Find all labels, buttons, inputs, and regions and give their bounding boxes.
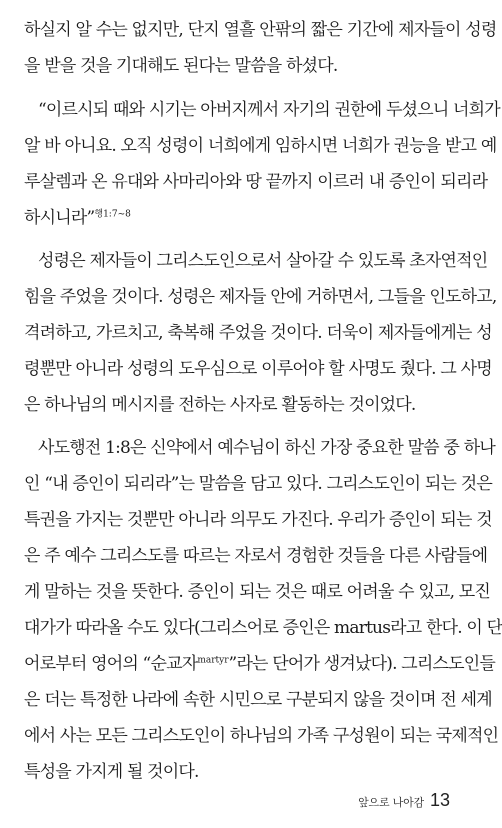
text-line: 알 바 아니요. 오직 성령이 너희에게 임하시면 너희가 권능을 받고 예 [24,136,497,156]
text-line: “이르시되 때와 시기는 아버지께서 자기의 권한에 두셨으니 너희가 [38,100,500,120]
chapter-title: 앞으로 나아감 [358,796,424,809]
page-footer [358,790,450,814]
text-line: 대가가 따라올 수도 있다(그리스어로 증인은 martus라고 한다. 이 단 [24,618,502,638]
text-line: 에서 사는 모든 그리스도인이 하나님의 가족 구성원이 되는 국제적인 [24,726,499,746]
page-number: 13 [429,790,450,810]
text-line: 힘을 주었을 것이다. 성령은 제자들 안에 거하면서, 그들을 인도하고, [24,287,497,307]
text-line: 을 받을 것을 기대해도 된다는 말씀을 하셨다. [24,56,338,76]
text-line: 사도행전 1:8은 신약에서 예수님이 하신 가장 중요한 말씀 중 하나 [38,438,495,458]
text-line: 루살렘과 온 유대와 사마리아와 땅 끝까지 이르러 내 증인이 되리라 [24,172,488,192]
text-line [24,203,454,233]
text-line: 인 “내 증인이 되리라”는 말씀을 담고 있다. 그리스도인이 되는 것은 [24,474,492,494]
text-segment: 어로부터 영어의 “순교자 [24,654,198,674]
text-segment: ”라는 단어가 생겨났다). 그리스도인들 [228,654,496,674]
text-line: 특권을 가지는 것뿐만 아니라 의무도 가진다. 우리가 증인이 되는 것 [24,510,492,530]
verse-reference: 행1:7~8 [94,209,131,220]
text-line: 은 더는 특정한 나라에 속한 시민으로 구분되지 않을 것이며 전 세계 [24,690,492,710]
text-line [24,649,496,679]
text-line: 하실지 알 수는 없지만, 단지 열흘 안팎의 짧은 기간에 제자들이 성령 [24,20,497,40]
martyr-word: martyr [197,655,229,666]
text-line: 격려하고, 가르치고, 축복해 주었을 것이다. 더욱이 제자들에게는 성 [24,323,492,343]
text-line: 게 말하는 것을 뜻한다. 증인이 되는 것은 때로 어려울 수 있고, 모진 [24,582,491,602]
text-line: 령뿐만 아니라 성령의 도우심으로 이루어야 할 사명도 줬다. 그 사명 [24,359,492,379]
text-line: 은 하나님의 메시지를 전하는 사자로 활동하는 것이었다. [24,395,416,415]
text-line: 특성을 가지게 될 것이다. [24,762,199,782]
quote-end: 하시니라” [24,208,95,228]
text-line: 은 주 예수 그리스도를 따르는 자로서 경험한 것들을 다른 사람들에 [24,546,488,566]
text-line: 성령은 제자들이 그리스도인으로서 살아갈 수 있도록 초자연적인 [38,251,488,271]
